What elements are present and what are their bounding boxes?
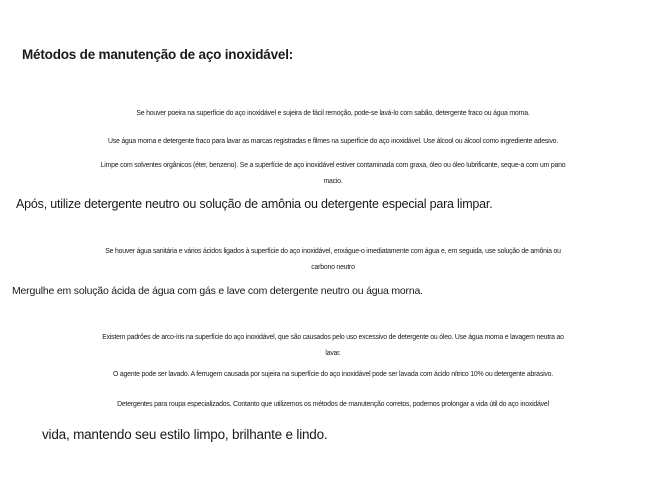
paragraph-line: Se houver água sanitária e vários ácidos ligados à superfície do aço inoxidável, enxágue-o imediatamente com água e, em seguida, use solução de amônia ou xyxy=(105,248,561,255)
paragraph-line: Use água morna e detergente fraco para lavar as marcas registradas e filmes na superfície do aço inoxidável. Use álcool ou álcool como ingrediente adesivo. xyxy=(107,138,559,145)
page-title: Métodos de manutenção de aço inoxidável: xyxy=(22,47,294,62)
paragraph-line: Mergulhe em solução ácida de água com gás e lave com detergente neutro ou água morna. xyxy=(12,285,423,297)
paragraph-line: Se houver poeira na superfície do aço inoxidável e sujeira de fácil remoção, pode-se lavá-lo com sabão, detergente fraco ou água morna. xyxy=(136,110,530,117)
paragraph-line: macio. xyxy=(323,178,343,185)
paragraph-line: carbono neutro xyxy=(311,264,355,271)
paragraph-line: Após, utilize detergente neutro ou solução de amônia ou detergente especial para limpar. xyxy=(16,197,493,211)
paragraph-line: lavar. xyxy=(325,350,341,357)
paragraph-line: Limpe com solventes orgânicos (éter, benzeno). Se a superfície de aço inoxidável estiver contaminada com graxa, óleo ou óleo lubrificante, seque-a com um pano xyxy=(100,162,566,169)
paragraph-line: vida, mantendo seu estilo limpo, brilhante e lindo. xyxy=(42,427,328,442)
paragraph-line: Existem padrões de arco-íris na superfície do aço inoxidável, que são causados pelo uso excessivo de detergente ou óleo. Use água morna e lavagem neutra ao xyxy=(102,334,564,341)
paragraph-line: Detergentes para roupa especializados. Contanto que utilizemos os métodos de manutenção corretos, podemos prolongar a vida útil do aço inoxidável xyxy=(117,401,549,408)
paragraph-line: O agente pode ser lavado. A ferrugem causada por sujeira na superfície do aço inoxidável pode ser lavada com ácido nítrico 10% ou detergente abrasivo. xyxy=(112,371,553,378)
